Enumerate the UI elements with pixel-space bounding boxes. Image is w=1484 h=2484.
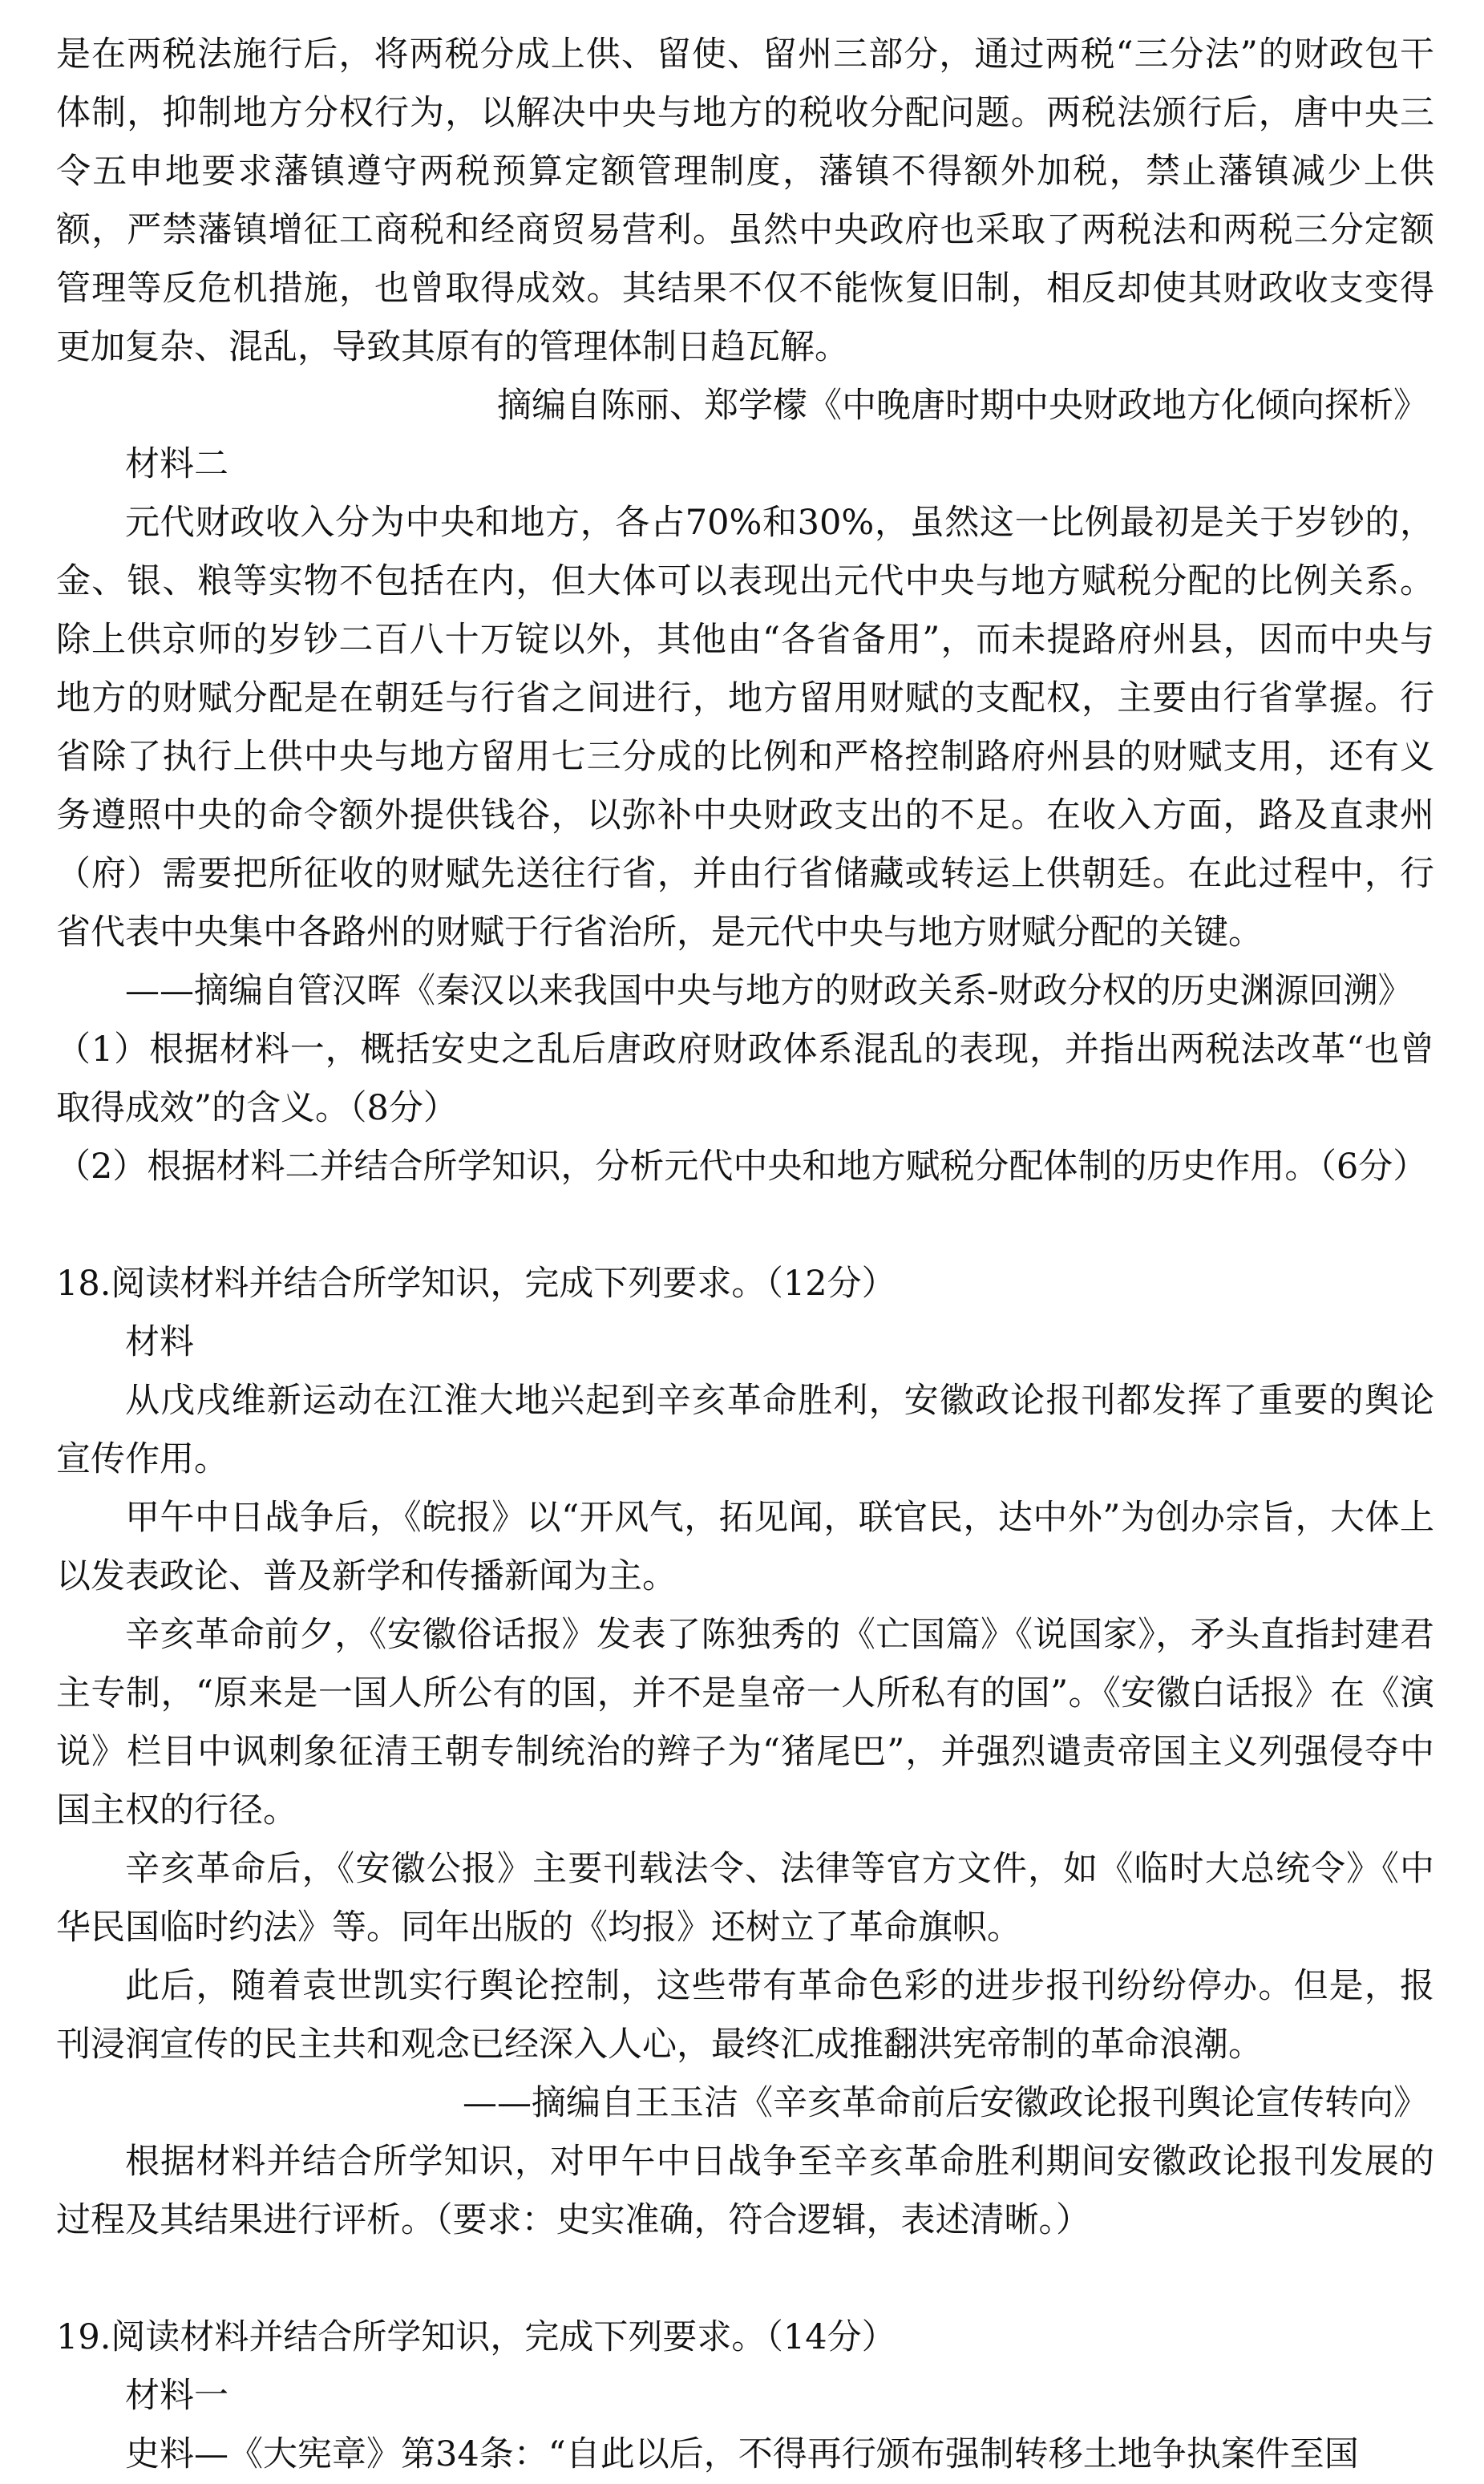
question-18-paragraph: 甲午中日战争后，《皖报》以“开风气，拓见闻，联官民，达中外”为创办宗旨，大体上以发表政论、普及新学和传播新闻为主。 — [56, 1498, 1434, 1596]
material2-label: 材料二 — [125, 444, 228, 484]
question-18-paragraph: 辛亥革命后，《安徽公报》主要刊载法令、法律等官方文件，如《临时大总统令》《中华民国临时约法》等。同年出版的《均报》还树立了革命旗帜。 — [56, 1849, 1434, 1948]
material1-source: 摘编自陈丽、郑学檬《中晚唐时期中央财政地方化倾向探析》 — [497, 386, 1428, 426]
material2-text: 元代财政收入分为中央和地方，各占70%和30%，虽然这一比例最初是关于岁钞的，金、银、粮等实物不包括在内，但大体可以表现出元代中央与地方赋税分配的比例关系。除上供京师的岁钞二百八十万锭以外，其他由“各省备用”，而未提路府州县，因而中央与地方的财赋分配是在朝廷与行省之间进行，地方留用财赋的支配权，主要由行省掌握。行省除了执行上供中央与地方留用七三分成的比例和严格控制路府州县的财赋支用，还有义务遵照中央的命令额外提供钱谷，以弥补中央财政支出的不足。在收入方面，路及直隶州（府）需要把所征收的财赋先送往行省，并由行省储藏或转运上供朝廷。在此过程中，行省代表中央集中各路州的财赋于行省治所，是元代中央与地方财赋分配的关键。 — [56, 503, 1434, 953]
question-18-task: 根据材料并结合所学知识，对甲午中日战争至辛亥革命胜利期间安徽政论报刊发展的过程及其结果进行评析。（要求：史实准确，符合逻辑，表述清晰。） — [56, 2142, 1434, 2240]
question-19-paragraph: 史料—《大宪章》第34条：“自此以后，不得再行颁布强制转移土地争执案件至国 — [125, 2434, 1359, 2474]
question-18-paragraph: 辛亥革命前夕，《安徽俗话报》发表了陈独秀的《亡国篇》《说国家》，矛头直指封建君主专制，“原来是一国人所公有的国，并不是皇帝一人所私有的国”。《安徽白话报》在《演说》栏目中讽刺象征清王朝专制统治的辫子为“猪尾巴”，并强烈谴责帝国主义列强侵夺中国主权的行径。 — [56, 1615, 1434, 1831]
question-18-source: ——摘编自王玉洁《辛亥革命前后安徽政论报刊舆论宣传转向》 — [463, 2083, 1428, 2123]
question-19-title: 19.阅读材料并结合所学知识，完成下列要求。（14分） — [56, 2317, 896, 2357]
question-17-1: （1）根据材料一，概括安史之乱后唐政府财政体系混乱的表现，并指出两税法改革“也曾取得成效”的含义。（8分） — [56, 1030, 1434, 1128]
question-18-title: 18.阅读材料并结合所学知识，完成下列要求。（12分） — [56, 1264, 896, 1304]
material1-continuation: 是在两税法施行后，将两税分成上供、留使、留州三部分，通过两税“三分法”的财政包干体制，抑制地方分权行为，以解决中央与地方的税收分配问题。两税法颁行后，唐中央三令五申地要求藩镇遵守两税预算定额管理制度，藩镇不得额外加税，禁止藩镇减少上供额，严禁藩镇增征工商税和经商贸易营利。虽然中央政府也采取了两税法和两税三分定额管理等反危机措施，也曾取得成效。其结果不仅不能恢复旧制，相反却使其财政收支变得更加复杂、混乱，导致其原有的管理体制日趋瓦解。 — [56, 34, 1434, 367]
section-gap — [56, 1196, 1434, 1255]
question-19-material-label: 材料一 — [125, 2376, 228, 2416]
question-18-paragraph: 从戊戌维新运动在江淮大地兴起到辛亥革命胜利，安徽政论报刊都发挥了重要的舆论宣传作用。 — [56, 1381, 1434, 1479]
question-18-paragraph: 此后，随着袁世凯实行舆论控制，这些带有革命色彩的进步报刊纷纷停办。但是，报刊浸润宣传的民主共和观念已经深入人心，最终汇成推翻洪宪帝制的革命浪潮。 — [56, 1966, 1434, 2065]
section-gap — [56, 2250, 1434, 2308]
question-17-2: （2）根据材料二并结合所学知识，分析元代中央和地方赋税分配体制的历史作用。（6分） — [56, 1147, 1428, 1187]
material2-source: ——摘编自管汉晖《秦汉以来我国中央与地方的财政关系-财政分权的历史渊源回溯》 — [125, 971, 1413, 1011]
question-18-material-label: 材料 — [125, 1322, 194, 1362]
